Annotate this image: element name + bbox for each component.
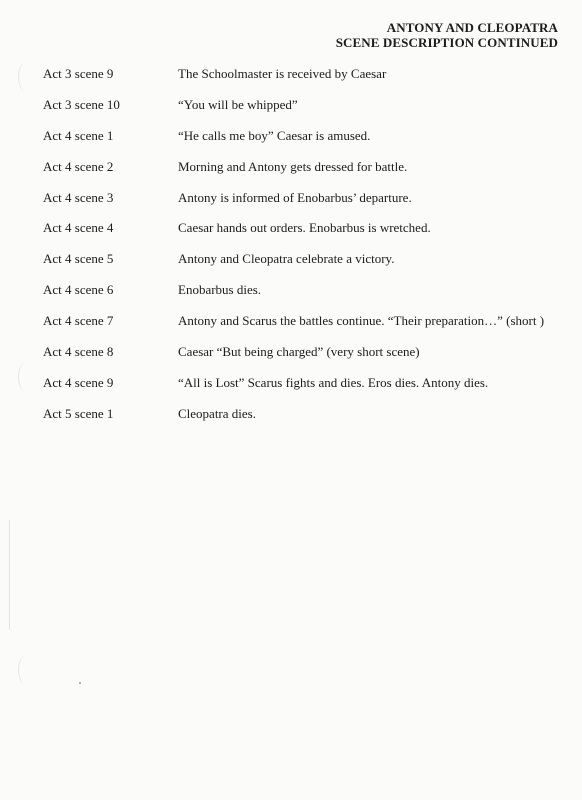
document-title: ANTONY AND CLEOPATRA bbox=[386, 20, 558, 35]
scene-description: Caesar hands out orders. Enobarbus is wretched. bbox=[178, 220, 431, 236]
scene-list bbox=[0, 66, 582, 437]
scene-act-label: Act 4 scene 8 bbox=[43, 344, 114, 360]
scene-description: “All is Lost” Scarus fights and dies. Eros dies. Antony dies. bbox=[178, 374, 489, 390]
scene-act-label: Act 3 scene 10 bbox=[43, 96, 120, 112]
scene-act-label: Act 4 scene 9 bbox=[43, 374, 114, 390]
scene-act-label: Act 4 scene 6 bbox=[43, 282, 114, 298]
document-header bbox=[336, 20, 558, 50]
scene-description: Morning and Antony gets dressed for battle. bbox=[178, 158, 408, 174]
scene-row bbox=[0, 220, 582, 251]
scene-description: The Schoolmaster is received by Caesar bbox=[178, 66, 387, 81]
scene-row bbox=[0, 375, 582, 406]
scene-row bbox=[0, 251, 582, 282]
scene-row bbox=[0, 344, 582, 375]
scene-row bbox=[0, 313, 582, 344]
scene-description: Antony and Scarus the battles continue. “Their preparation…” (short ) bbox=[178, 313, 545, 329]
scan-edge-mark bbox=[9, 520, 10, 630]
scene-description: Antony is informed of Enobarbus’ departure. bbox=[178, 189, 412, 205]
scene-act-label: Act 4 scene 4 bbox=[43, 220, 114, 236]
scene-act-label: Act 4 scene 5 bbox=[43, 251, 114, 267]
scene-act-label: Act 4 scene 3 bbox=[43, 189, 114, 205]
scene-act-label: Act 3 scene 9 bbox=[43, 66, 114, 81]
punch-hole-mark bbox=[18, 655, 35, 685]
scene-act-label: Act 4 scene 2 bbox=[43, 158, 114, 174]
scene-row bbox=[0, 159, 582, 190]
scene-description: Antony and Cleopatra celebrate a victory. bbox=[178, 251, 395, 267]
scene-act-label: Act 5 scene 1 bbox=[43, 405, 114, 421]
scene-row bbox=[0, 190, 582, 221]
scene-row bbox=[0, 97, 582, 128]
scan-speck bbox=[79, 682, 81, 684]
scene-row bbox=[0, 66, 582, 97]
document-subtitle: SCENE DESCRIPTION CONTINUED bbox=[335, 35, 558, 50]
scene-row bbox=[0, 282, 582, 313]
scene-description: Cleopatra dies. bbox=[178, 405, 256, 421]
scene-description: “You will be whipped” bbox=[178, 96, 298, 112]
scene-row bbox=[0, 128, 582, 159]
scene-description: Caesar “But being charged” (very short scene) bbox=[178, 344, 420, 360]
scene-description: Enobarbus dies. bbox=[178, 282, 262, 298]
scene-act-label: Act 4 scene 1 bbox=[43, 127, 114, 143]
scene-act-label: Act 4 scene 7 bbox=[43, 313, 114, 329]
scene-description: “He calls me boy” Caesar is amused. bbox=[178, 127, 371, 143]
scene-row bbox=[0, 406, 582, 437]
